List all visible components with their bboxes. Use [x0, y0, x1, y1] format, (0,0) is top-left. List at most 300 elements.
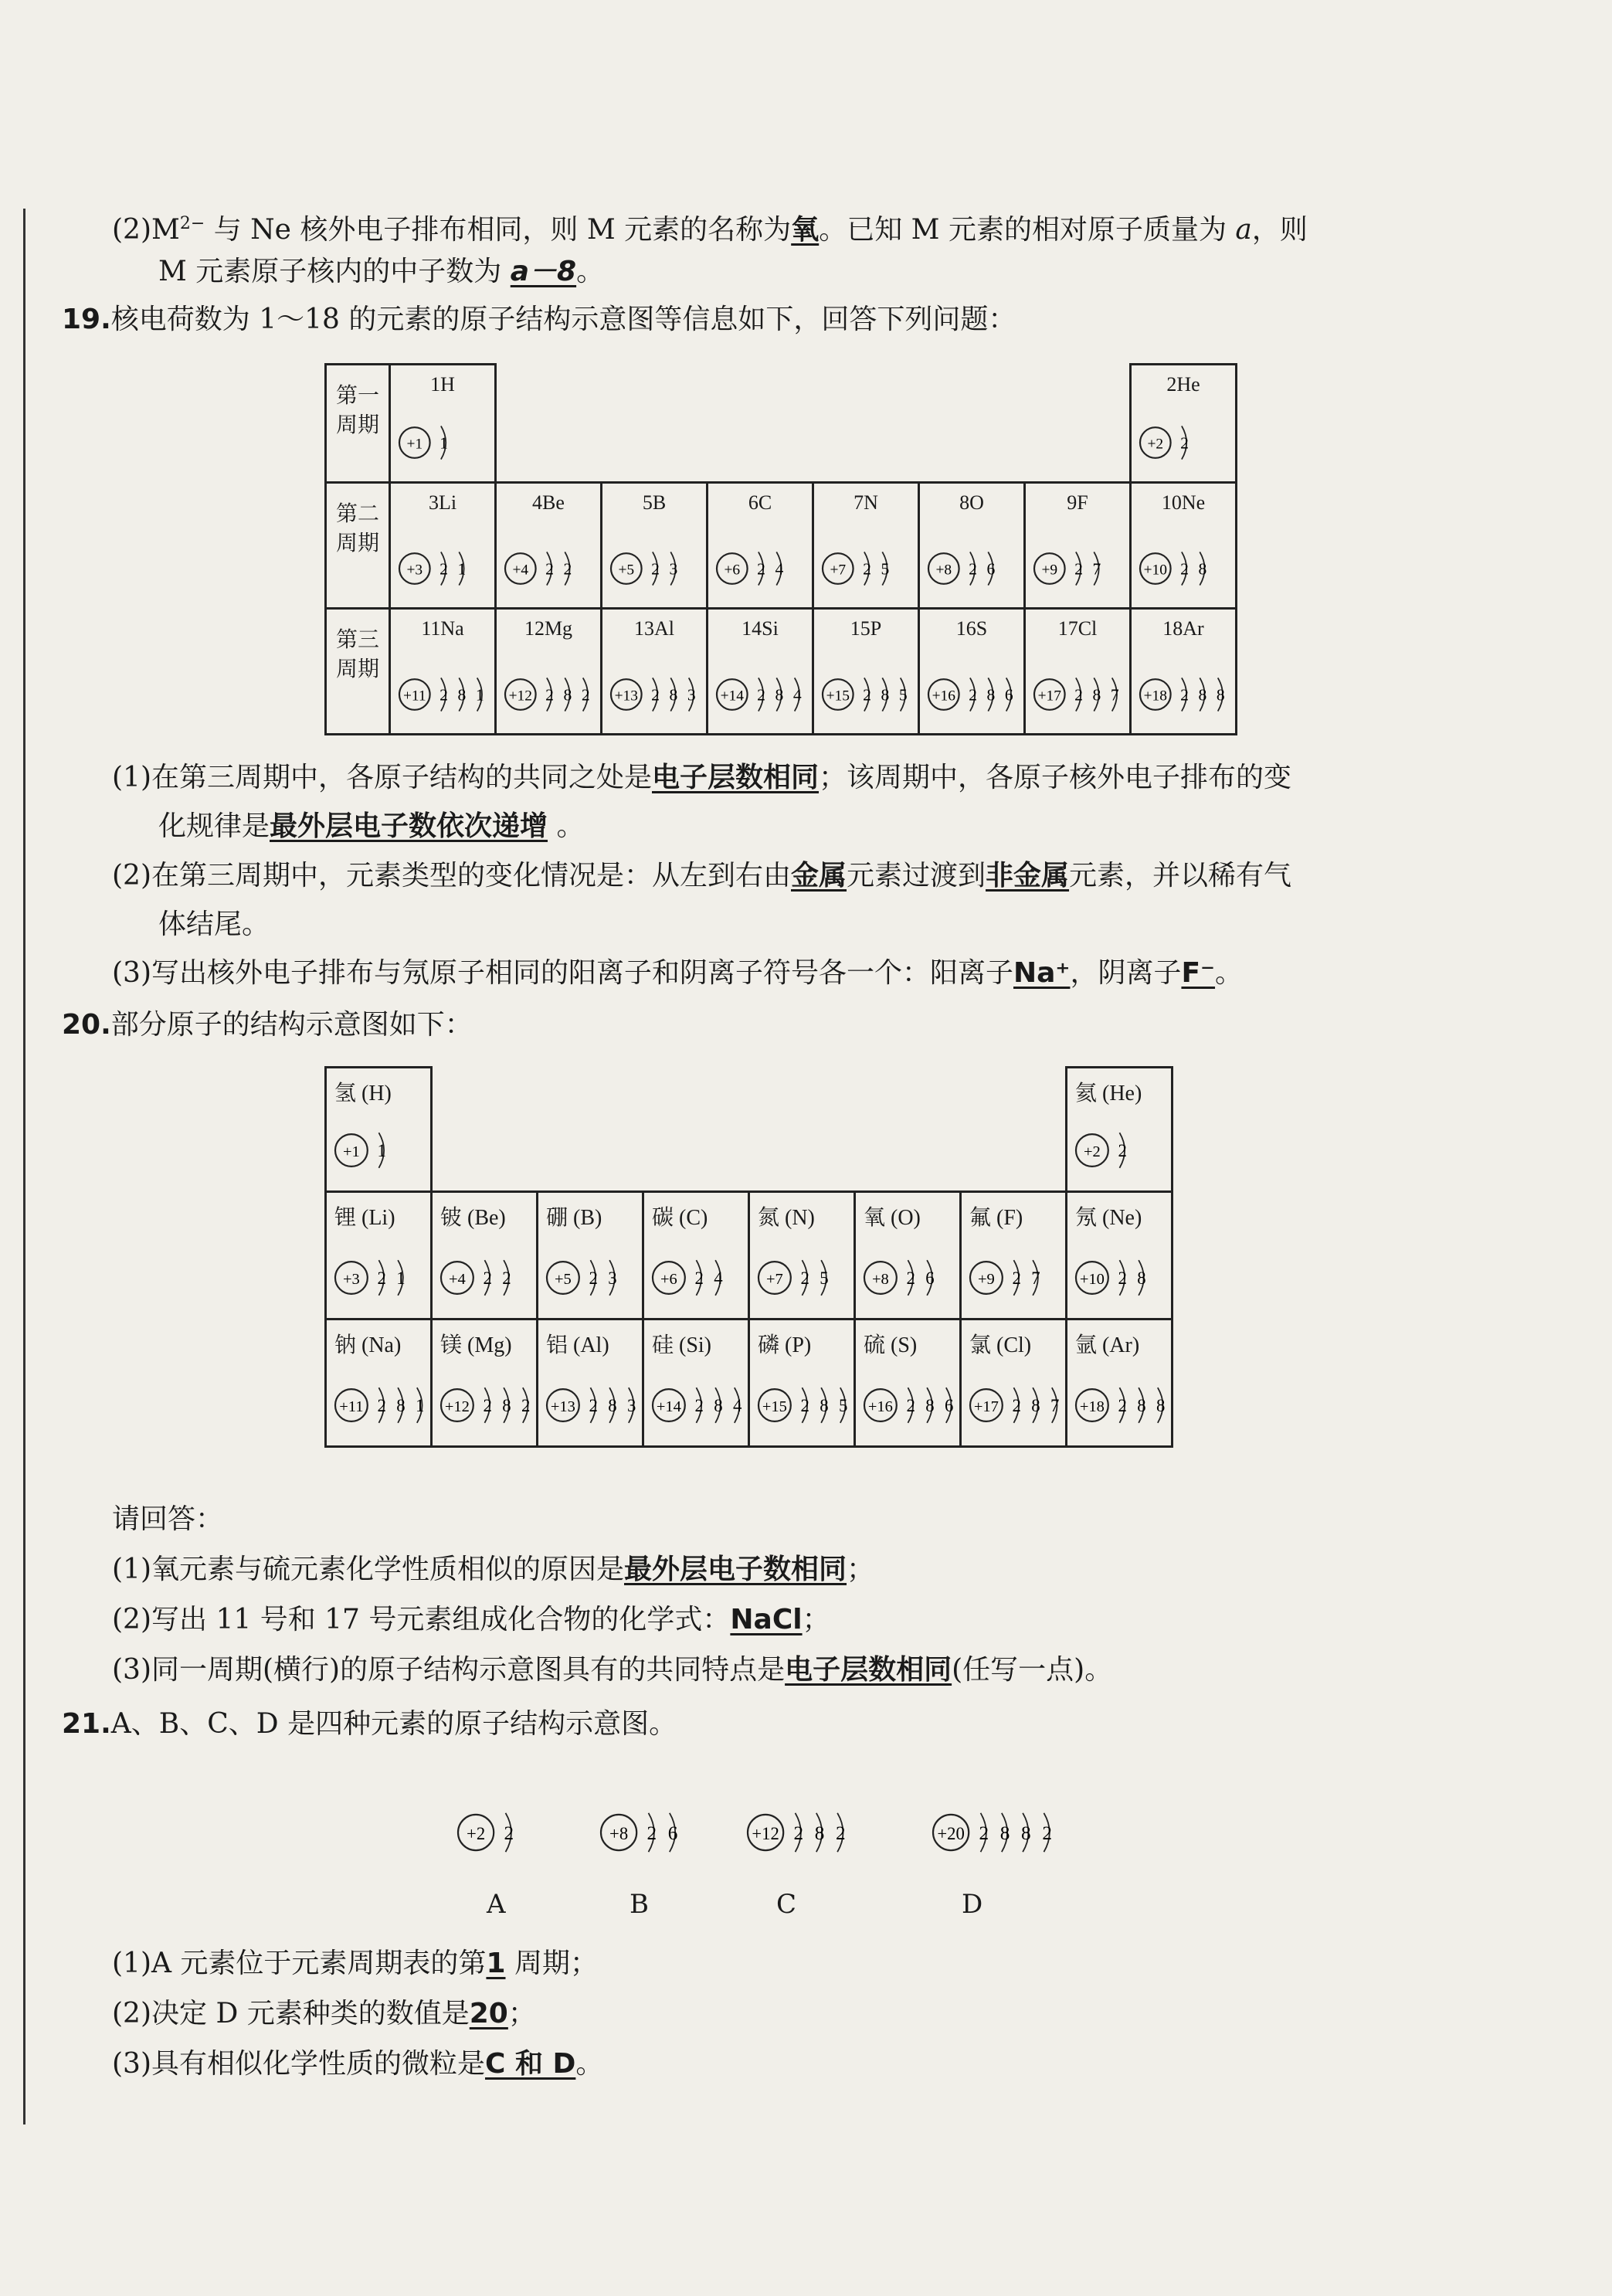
element-label: 硫 (S)	[864, 1333, 918, 1357]
atom-structure-diagram	[745, 1800, 857, 1865]
element-cell	[855, 1320, 961, 1447]
answer-blank[interactable]: 金属	[791, 860, 847, 892]
empty-cell	[855, 1068, 961, 1192]
shell-electron-count: 2	[563, 559, 572, 579]
atom-structure-diagram	[545, 1248, 627, 1307]
element-diagram	[1074, 1376, 1176, 1438]
element-label: 氧 (O)	[864, 1206, 921, 1230]
element-diagram	[1138, 541, 1217, 599]
element-label: 7N	[854, 491, 878, 514]
element-label: 氯 (Cl)	[969, 1333, 1032, 1357]
period-row	[326, 1320, 1173, 1447]
nucleus-charge: +3	[406, 562, 423, 579]
empty-cell	[749, 1068, 855, 1192]
shell-electron-count: 2	[502, 1268, 511, 1288]
shell-electron-count: 6	[944, 1395, 954, 1415]
element-diagram	[1032, 541, 1111, 599]
q21-part2: (2)决定 D 元素种类的数值是20；	[112, 1998, 536, 2029]
shell-electron-count: 4	[732, 1395, 742, 1415]
atom-structure-diagram	[968, 1376, 1070, 1435]
element-diagram	[820, 541, 899, 599]
element-diagram	[439, 1376, 541, 1438]
answer-blank[interactable]: 最外层电子数相同	[624, 1554, 847, 1585]
nucleus-charge: +18	[1079, 1398, 1105, 1415]
element-cell	[708, 483, 813, 609]
q21-atom-letter: D	[962, 1889, 983, 1920]
shell-electron-count: 2	[906, 1395, 915, 1415]
q20-part2: (2)写出 11 号和 17 号元素组成化合物的化学式：NaCl；	[112, 1604, 830, 1635]
shell-electron-count: 7	[1050, 1395, 1060, 1415]
element-label: 16S	[955, 617, 988, 640]
element-label: 碳 (C)	[652, 1206, 708, 1230]
element-label: 4Be	[532, 491, 565, 514]
nucleus-charge: +2	[1083, 1143, 1101, 1160]
periodic-table-q19	[324, 363, 1237, 735]
atom-structure-diagram	[968, 1248, 1050, 1307]
element-diagram	[862, 1248, 945, 1310]
element-diagram	[862, 1376, 964, 1438]
element-cell	[496, 609, 602, 735]
nucleus-charge: +13	[550, 1398, 575, 1415]
element-cell	[1025, 609, 1131, 735]
q19-part1-line2: 化规律是最外层电子数依次递增 。	[158, 810, 585, 842]
shell-electron-count: 1	[396, 1268, 406, 1288]
element-label: 氟 (F)	[969, 1206, 1023, 1230]
nucleus-charge: +5	[618, 562, 635, 579]
shell-electron-count: 8	[925, 1395, 935, 1415]
question-number: 19.	[62, 304, 111, 335]
element-label: 14Si	[742, 617, 779, 640]
atom-structure-diagram	[397, 541, 476, 596]
nucleus-charge: +17	[973, 1398, 999, 1415]
period-row	[326, 365, 1237, 483]
q21-atom-letter: A	[487, 1889, 506, 1920]
nucleus-charge: +16	[932, 688, 956, 705]
element-label: 硅 (Si)	[652, 1333, 712, 1357]
shell-electron-count: 3	[626, 1395, 636, 1415]
shell-electron-count: 1	[377, 1140, 386, 1160]
element-cell	[326, 1320, 432, 1447]
shell-electron-count: 3	[687, 685, 696, 705]
element-label: 硼 (B)	[546, 1206, 602, 1230]
atom-structure-diagram	[1138, 415, 1199, 470]
nucleus-charge: +2	[1147, 436, 1164, 453]
q18-part2-line1: $(2)M^{2-}$ 与 Ne 核外电子排布相同，则 M 元素的名称为氧。已知 M 元素的相对原子质量为 a，则	[112, 214, 1308, 246]
shell-electron-count: 2	[439, 685, 448, 705]
shell-electron-count: 2	[651, 685, 660, 705]
element-label: 3Li	[428, 491, 457, 514]
shell-electron-count: 2	[800, 1268, 809, 1288]
shell-electron-count: 2	[793, 1822, 804, 1844]
shell-electron-count: 6	[1004, 685, 1013, 705]
element-cell	[326, 1068, 432, 1192]
element-label: 11Na	[421, 617, 464, 640]
shell-electron-count: 2	[694, 1268, 704, 1288]
element-diagram	[397, 541, 476, 599]
answer-blank[interactable]: a－8	[510, 256, 577, 287]
shell-electron-count: 2	[1180, 685, 1189, 705]
shell-electron-count: 1	[415, 1395, 425, 1415]
atom-structure-diagram	[609, 667, 706, 722]
periodic-table-q20	[324, 1066, 1173, 1448]
shell-electron-count: 8	[1216, 685, 1225, 705]
q20-stem: 20.部分原子的结构示意图如下：	[62, 1009, 473, 1041]
element-diagram	[756, 1248, 839, 1310]
shell-electron-count: 2	[1042, 1822, 1052, 1844]
element-label: 12Mg	[524, 617, 573, 640]
nucleus-charge: +8	[609, 1823, 629, 1843]
q21-atom-letter: B	[630, 1889, 649, 1920]
nucleus-charge: +5	[554, 1270, 572, 1288]
element-cell	[326, 1192, 432, 1320]
atom-structure-diagram	[599, 1800, 689, 1865]
shell-electron-count: 2	[483, 1268, 492, 1288]
q21-atom-letter: C	[776, 1889, 797, 1920]
q21-part1: (1)A 元素位于元素周期表的第1 周期；	[112, 1948, 598, 1979]
atom-structure-diagram	[503, 667, 600, 722]
element-label: 18Ar	[1162, 617, 1204, 640]
atom-structure-diagram	[1074, 1376, 1176, 1435]
shell-electron-count: 2	[969, 559, 977, 579]
shell-electron-count: 8	[986, 685, 996, 705]
nucleus-charge: +1	[406, 436, 423, 453]
shell-electron-count: 5	[838, 1395, 848, 1415]
element-cell	[643, 1320, 749, 1447]
element-diagram	[397, 667, 494, 725]
element-cell	[602, 483, 708, 609]
element-label: 钠 (Na)	[334, 1333, 402, 1357]
element-label: 氮 (N)	[758, 1206, 815, 1230]
period-label: 第二 周期	[335, 501, 379, 555]
element-cell	[1131, 365, 1237, 483]
nucleus-charge: +7	[765, 1270, 783, 1288]
nucleus-charge: +1	[342, 1143, 360, 1160]
period-label-cell	[326, 365, 390, 483]
atom-structure-diagram	[926, 541, 1005, 596]
shell-electron-count: 3	[608, 1268, 617, 1288]
element-diagram	[1138, 415, 1199, 474]
q21-atom-b	[599, 1800, 689, 1868]
empty-cell	[602, 365, 708, 483]
q19-part2-line1: (2)在第三周期中，元素类型的变化情况是：从左到右由金属元素过渡到非金属元素，并以稀有气	[112, 860, 1292, 892]
element-cell	[1025, 483, 1131, 609]
shell-electron-count: 8	[1137, 1268, 1146, 1288]
nucleus-charge: +8	[935, 562, 952, 579]
element-diagram	[545, 1376, 646, 1438]
shell-electron-count: 2	[757, 559, 765, 579]
atom-structure-diagram	[931, 1800, 1063, 1865]
shell-electron-count: 2	[1118, 1395, 1127, 1415]
nucleus-charge: +17	[1037, 688, 1062, 705]
period-row	[326, 609, 1237, 735]
element-label: 镁 (Mg)	[440, 1333, 512, 1357]
element-diagram	[650, 1248, 733, 1310]
element-cell	[538, 1192, 643, 1320]
atom-structure-diagram	[1138, 667, 1235, 722]
nucleus-charge: +15	[826, 688, 850, 705]
period-label: 第一 周期	[335, 382, 379, 437]
shell-electron-count: 8	[1156, 1395, 1166, 1415]
element-cell	[919, 609, 1025, 735]
atom-structure-diagram	[333, 1121, 397, 1180]
element-cell	[432, 1192, 538, 1320]
nucleus-charge: +18	[1143, 688, 1168, 705]
shell-electron-count: 2	[581, 685, 590, 705]
question-number: 21.	[62, 1708, 111, 1740]
nucleus-charge: +9	[977, 1270, 995, 1288]
answer-blank[interactable]: 电子层数相同	[785, 1654, 952, 1686]
shell-electron-count: 2	[969, 685, 977, 705]
element-diagram	[926, 541, 1005, 599]
element-label: 10Ne	[1161, 491, 1206, 514]
q20-part3: (3)同一周期(横行)的原子结构示意图具有的共同特点是电子层数相同(任写一点)。	[112, 1654, 1113, 1686]
shell-electron-count: 8	[457, 685, 467, 705]
shell-electron-count: 2	[545, 685, 554, 705]
empty-cell	[538, 1068, 643, 1192]
element-cell	[602, 609, 708, 735]
empty-cell	[643, 1068, 749, 1192]
shell-electron-count: 5	[898, 685, 908, 705]
element-label: 15P	[850, 617, 882, 640]
element-label: 17Cl	[1057, 617, 1098, 640]
nucleus-charge: +10	[1143, 562, 1168, 579]
shell-electron-count: 8	[999, 1822, 1010, 1844]
element-cell	[390, 609, 496, 735]
atom-structure-diagram	[333, 1248, 416, 1307]
element-label: 铝 (Al)	[546, 1333, 609, 1357]
element-cell	[390, 483, 496, 609]
atom-structure-diagram	[756, 1248, 839, 1307]
q21-atom-c	[745, 1800, 857, 1868]
shell-electron-count: 8	[1021, 1822, 1031, 1844]
shell-electron-count: 8	[881, 685, 890, 705]
question-number: 20.	[62, 1009, 111, 1041]
element-diagram	[397, 415, 458, 474]
answer-blank[interactable]: Na⁺	[1013, 957, 1071, 989]
period-label-cell	[326, 609, 390, 735]
nucleus-charge: +7	[830, 562, 847, 579]
element-label: 氖 (Ne)	[1075, 1206, 1142, 1230]
atom-structure-diagram	[609, 541, 687, 596]
shell-electron-count: 2	[1074, 685, 1083, 705]
answer-blank[interactable]: F⁻	[1181, 957, 1216, 989]
element-label: 9F	[1067, 491, 1088, 514]
element-diagram	[1138, 667, 1235, 725]
atom-structure-diagram	[333, 1376, 435, 1435]
shell-electron-count: 2	[1118, 1140, 1127, 1160]
empty-cell	[813, 365, 919, 483]
element-label: 氦 (He)	[1075, 1082, 1142, 1106]
shell-electron-count: 8	[1198, 685, 1207, 705]
element-cell	[1067, 1068, 1173, 1192]
shell-electron-count: 2	[1012, 1268, 1021, 1288]
shell-electron-count: 6	[986, 559, 996, 579]
q21-stem: 21.A、B、C、D 是四种元素的原子结构示意图。	[62, 1708, 677, 1740]
shell-electron-count: 6	[925, 1268, 935, 1288]
q19-stem: 19.核电荷数为 1～18 的元素的原子结构示意图等信息如下，回答下列问题：	[62, 304, 1016, 335]
empty-cell	[1025, 365, 1131, 483]
shell-electron-count: 1	[475, 685, 484, 705]
shell-electron-count: 8	[820, 1395, 829, 1415]
element-label: 2He	[1166, 373, 1200, 396]
q19-part2-line2: 体结尾。	[158, 909, 270, 940]
element-diagram	[756, 1376, 858, 1438]
q20-part1: (1)氧元素与硫元素化学性质相似的原因是最外层电子数相同；	[112, 1554, 875, 1585]
shell-electron-count: 2	[800, 1395, 809, 1415]
shell-electron-count: 2	[1074, 559, 1083, 579]
shell-electron-count: 2	[377, 1268, 386, 1288]
nucleus-charge: +4	[512, 562, 529, 579]
shell-electron-count: 2	[589, 1395, 598, 1415]
nucleus-charge: +20	[937, 1823, 965, 1843]
atom-structure-diagram	[503, 541, 582, 596]
atom-structure-diagram	[820, 541, 899, 596]
atom-structure-diagram	[1032, 667, 1129, 722]
element-diagram	[333, 1121, 397, 1183]
element-label: 6C	[748, 491, 772, 514]
shell-electron-count: 2	[504, 1822, 514, 1844]
shell-electron-count: 8	[1031, 1395, 1040, 1415]
atom-structure-diagram	[1032, 541, 1111, 596]
shell-electron-count: 8	[396, 1395, 406, 1415]
element-diagram	[545, 1248, 627, 1310]
nucleus-charge: +3	[342, 1270, 360, 1288]
shell-electron-count: 3	[669, 559, 678, 579]
element-label: 8O	[959, 491, 984, 514]
atom-structure-diagram	[862, 1248, 945, 1307]
element-diagram	[503, 541, 582, 599]
shell-electron-count: 2	[1180, 433, 1189, 453]
shell-electron-count: 2	[589, 1268, 598, 1288]
shell-electron-count: 2	[694, 1395, 704, 1415]
element-cell	[1131, 609, 1237, 735]
shell-electron-count: 2	[1118, 1268, 1127, 1288]
atom-structure-diagram	[439, 1376, 541, 1435]
q21-atom-a	[456, 1800, 525, 1868]
element-cell	[390, 365, 496, 483]
atom-structure-diagram	[820, 667, 918, 722]
element-cell	[813, 483, 919, 609]
answer-blank[interactable]: NaCl	[730, 1604, 803, 1635]
element-diagram	[968, 1376, 1070, 1438]
nucleus-charge: +11	[339, 1398, 364, 1415]
shell-electron-count: 2	[651, 559, 660, 579]
empty-cell	[919, 365, 1025, 483]
nucleus-charge: +4	[448, 1270, 466, 1288]
empty-cell	[708, 365, 813, 483]
answer-blank[interactable]: 非金属	[986, 860, 1070, 892]
element-diagram	[1074, 1121, 1138, 1183]
element-diagram	[439, 1248, 521, 1310]
period-row	[326, 1192, 1173, 1320]
empty-cell	[432, 1068, 538, 1192]
atom-structure-diagram	[714, 541, 793, 596]
shell-electron-count: 2	[906, 1268, 915, 1288]
shell-electron-count: 2	[863, 559, 871, 579]
element-cell	[919, 483, 1025, 609]
atom-structure-diagram	[650, 1248, 733, 1307]
shell-electron-count: 8	[714, 1395, 723, 1415]
shell-electron-count: 8	[502, 1395, 511, 1415]
answer-blank[interactable]: 20	[469, 1998, 508, 2029]
answer-blank[interactable]: 电子层数相同	[652, 762, 820, 793]
atom-structure-diagram	[1138, 541, 1217, 596]
nucleus-charge: +15	[762, 1398, 787, 1415]
shell-electron-count: 2	[545, 559, 554, 579]
q21-part3: (3)具有相似化学性质的微粒是C 和 D。	[112, 2048, 604, 2080]
shell-electron-count: 8	[814, 1822, 825, 1844]
nucleus-charge: +6	[724, 562, 741, 579]
shell-electron-count: 2	[377, 1395, 386, 1415]
shell-electron-count: 8	[1092, 685, 1101, 705]
element-cell	[643, 1192, 749, 1320]
element-diagram	[968, 1248, 1050, 1310]
shell-electron-count: 6	[667, 1822, 678, 1844]
atom-structure-diagram	[1074, 1121, 1138, 1180]
element-cell	[961, 1320, 1067, 1447]
nucleus-charge: +9	[1041, 562, 1058, 579]
element-diagram	[333, 1248, 416, 1310]
atom-structure-diagram	[397, 667, 494, 722]
element-cell	[1131, 483, 1237, 609]
atom-structure-diagram	[650, 1376, 752, 1435]
element-diagram	[820, 667, 918, 725]
element-cell	[1067, 1192, 1173, 1320]
element-label: 铍 (Be)	[440, 1206, 506, 1230]
answer-blank[interactable]: 氧	[791, 214, 820, 246]
answer-blank[interactable]: C 和 D	[485, 2048, 576, 2080]
element-diagram	[926, 667, 1023, 725]
element-diagram	[503, 667, 600, 725]
element-label: 锂 (Li)	[334, 1206, 395, 1230]
element-cell	[961, 1192, 1067, 1320]
shell-electron-count: 8	[1137, 1395, 1146, 1415]
element-diagram	[1032, 667, 1129, 725]
answer-blank[interactable]: 最外层电子数依次递增	[270, 810, 548, 842]
answer-blank[interactable]: 1	[486, 1948, 506, 1979]
shell-electron-count: 8	[669, 685, 678, 705]
shell-electron-count: 1	[439, 433, 448, 453]
period-row	[326, 1068, 1173, 1192]
element-cell	[1067, 1320, 1173, 1447]
element-label: 磷 (P)	[758, 1333, 812, 1357]
shell-electron-count: 7	[1031, 1268, 1040, 1288]
shell-electron-count: 2	[646, 1822, 657, 1844]
nucleus-charge: +6	[660, 1270, 677, 1288]
nucleus-charge: +12	[444, 1398, 470, 1415]
nucleus-charge: +2	[467, 1823, 486, 1843]
nucleus-charge: +16	[867, 1398, 893, 1415]
nucleus-charge: +11	[402, 688, 426, 705]
element-cell	[813, 609, 919, 735]
shell-electron-count: 4	[792, 685, 802, 705]
period-label-cell	[326, 483, 390, 609]
empty-cell	[496, 365, 602, 483]
shell-electron-count: 2	[757, 685, 765, 705]
element-cell	[432, 1320, 538, 1447]
period-row	[326, 483, 1237, 609]
shell-electron-count: 2	[979, 1822, 989, 1844]
element-label: 氢 (H)	[334, 1082, 392, 1106]
empty-cell	[961, 1068, 1067, 1192]
shell-electron-count: 2	[439, 559, 448, 579]
element-diagram	[609, 667, 706, 725]
nucleus-charge: +12	[508, 688, 533, 705]
element-cell	[708, 609, 813, 735]
element-cell	[855, 1192, 961, 1320]
shell-electron-count: 1	[457, 559, 467, 579]
nucleus-charge: +14	[656, 1398, 681, 1415]
